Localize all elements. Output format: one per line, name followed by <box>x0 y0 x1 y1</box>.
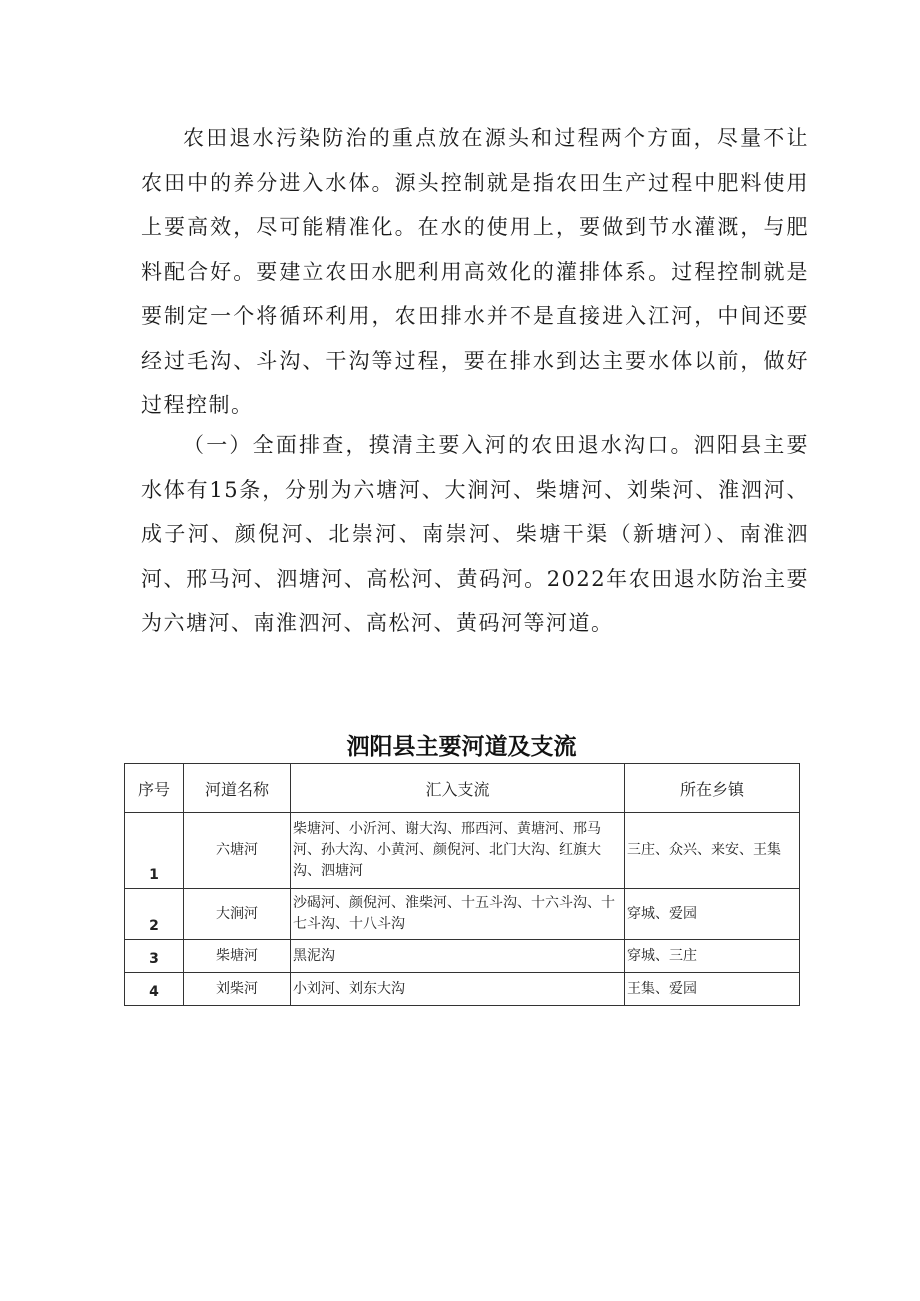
table-row <box>125 940 800 973</box>
header-town: 所在乡镇 <box>625 764 800 813</box>
row-tributaries: 小刘河、刘东大沟 <box>291 973 625 1006</box>
row-town: 穿城、爱园 <box>625 889 800 940</box>
row-tributaries: 柴塘河、小沂河、谢大沟、邢西河、黄塘河、邢马河、孙大沟、小黄河、颜倪河、北门大沟、红旗大沟、泗塘河 <box>291 813 625 889</box>
table-header-row <box>125 764 800 813</box>
row-town: 王集、爱园 <box>625 973 800 1006</box>
paragraph-2: （一）全面排查，摸清主要入河的农田退水沟口。泗阳县主要水体有15条，分别为六塘河、大涧河、柴塘河、刘柴河、淮泗河、成子河、颜倪河、北崇河、南崇河、柴塘干渠（新塘河）、南淮泗河、邢马河、泗塘河、高松河、黄码河。2022年农田退水防治主要为六塘河、南淮泗河、高松河、黄码河等河道。 <box>141 433 809 635</box>
row-no: 2 <box>125 889 184 940</box>
paragraph-1: 农田退水污染防治的重点放在源头和过程两个方面，尽量不让农田中的养分进入水体。源头控制就是指农田生产过程中肥料使用上要高效，尽可能精准化。在水的使用上，要做到节水灌溉，与肥料配合好。要建立农田水肥利用高效化的灌排体系。过程控制就是要制定一个将循环利用，农田排水并不是直接进入江河，中间还要经过毛沟、斗沟、干沟等过程，要在排水到达主要水体以前，做好过程控制。 <box>141 126 809 417</box>
rivers-table <box>124 763 800 1006</box>
row-tributaries: 黑泥沟 <box>291 940 625 973</box>
table-row <box>125 889 800 940</box>
row-river-name: 大涧河 <box>184 889 291 940</box>
header-no: 序号 <box>125 764 184 813</box>
row-town: 穿城、三庄 <box>625 940 800 973</box>
row-tributaries: 沙碣河、颜倪河、淮柴河、十五斗沟、十六斗沟、十七斗沟、十八斗沟 <box>291 889 625 940</box>
row-no: 4 <box>125 973 184 1006</box>
row-river-name: 刘柴河 <box>184 973 291 1006</box>
row-no: 3 <box>125 940 184 973</box>
row-river-name: 柴塘河 <box>184 940 291 973</box>
row-river-name: 六塘河 <box>184 813 291 889</box>
row-no: 1 <box>125 813 184 889</box>
header-river-name: 河道名称 <box>184 764 291 813</box>
table-caption: 泗阳县主要河道及支流 <box>346 734 577 760</box>
table-row <box>125 973 800 1006</box>
row-town: 三庄、众兴、来安、王集 <box>625 813 800 889</box>
table-row <box>125 813 800 889</box>
header-tributaries: 汇入支流 <box>291 764 625 813</box>
